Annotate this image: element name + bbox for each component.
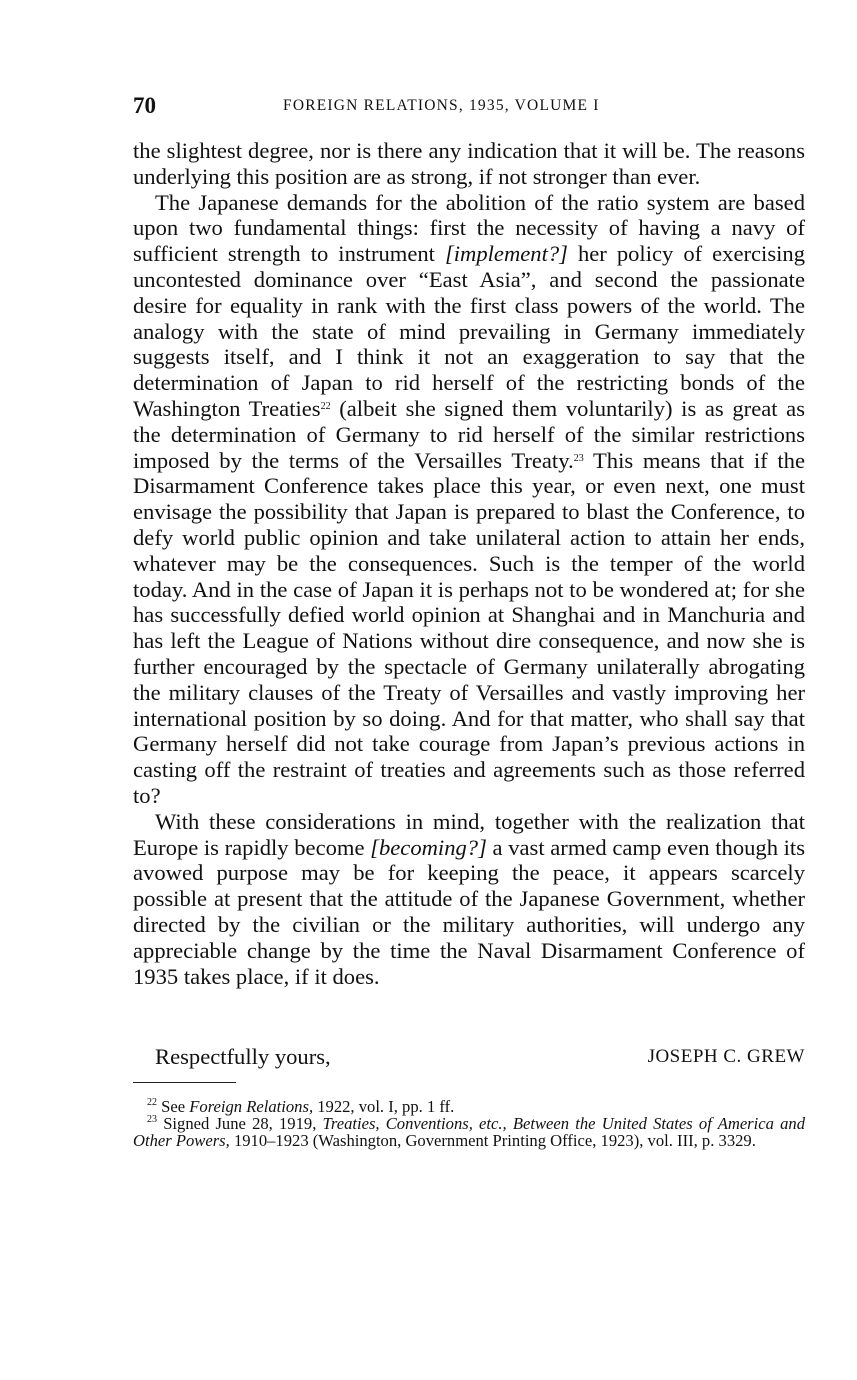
letter-closing — [133, 1044, 805, 1070]
page-number: 70 — [133, 93, 156, 118]
footnote-ref-22: 22 — [320, 400, 331, 412]
footnote-23-text-a: Signed June 28, 1919, — [157, 1114, 323, 1133]
running-head — [133, 93, 805, 119]
footnote-22-text-a: See — [157, 1097, 190, 1116]
footnotes — [133, 1098, 805, 1149]
paragraph-2-text-c: (albeit she signed them voluntarily) is as great as the determination of Germany to rid herself of the similar restrictions imposed by the terms of the Versailles Treaty. — [133, 395, 805, 473]
paragraph-3-text-b: a vast armed camp even though its avowed purpose may be for keeping the peace, it appears scarcely possible at present that the attitude of the Japanese Government, whether directed by the civilian or the military authorities, will undergo any appreciable change by the time the Naval Disarmament Conference of 1935 takes place, if it does. — [133, 834, 806, 989]
editorial-insertion-implement: [implement?] — [444, 241, 568, 267]
paragraph-1 — [133, 138, 805, 190]
editorial-insertion-becoming: [becoming?] — [370, 834, 487, 860]
paragraph-3-text-a: With these considerations in mind, together with the realization that Europe is rapidly become — [133, 808, 805, 860]
running-title: FOREIGN RELATIONS, 1935, VOLUME I — [283, 97, 600, 114]
paragraph-2-text-a: The Japanese demands for the abolition of the ratio system are based upon two fundamental things: first the necessity of having a navy of sufficient strength to instrument — [133, 189, 805, 267]
footnote-ref-23: 23 — [573, 452, 584, 464]
footnote-divider — [133, 1082, 236, 1083]
paragraph-3 — [133, 809, 805, 990]
paragraph-2 — [133, 190, 805, 809]
salutation: Respectfully yours, — [155, 1044, 331, 1069]
footnote-23-number: 23 — [147, 1114, 157, 1125]
paragraph-1-text: the slightest degree, nor is there any indication that it will be. The reasons underlying this position are as strong, if not stronger than ever. — [133, 138, 805, 189]
footnote-22-title: Foreign Relations, — [189, 1097, 314, 1116]
signature: JOSEPH C. GREW — [647, 1046, 805, 1067]
footnote-23-text-b: 1910–1923 (Washington, Government Printing Office, 1923), vol. III, p. 3329. — [229, 1131, 756, 1150]
footnote-22-text-b: 1922, vol. I, pp. 1 ff. — [313, 1097, 455, 1116]
footnote-22 — [133, 1098, 805, 1115]
footnote-23 — [133, 1115, 805, 1149]
footnote-23-title: Treaties, Conventions, etc., Between the United States of America and Other Powers, — [133, 1114, 805, 1150]
footnote-22-number: 22 — [147, 1097, 157, 1108]
paragraph-2-text-d: This means that if the Disarmament Conference takes place this year, or even next, one must envisage the possibility that Japan is prepared to blast the Conference, to defy world public opinion and take unilateral action to attain her ends, whatever may be the consequences. Such is the temper of the world today. And in the case of Japan it is perhaps not to be wondered at; for she has successfully defied world opinion at Shanghai and in Manchuria and has left the League of Nations without dire consequence, and now she is further encouraged by the spectacle of Germany unilaterally abrogating the military clauses of the Treaty of Versailles and vastly improving her international position by so doing. And for that matter, who shall say that Germany herself did not take courage from Japan’s previous actions in casting off the restraint of treaties and agreements such as those referred to? — [133, 447, 806, 808]
body-text — [133, 138, 805, 989]
paragraph-2-text-b: her policy of exercising uncontested dominance over “East Asia”, and second the passionate desire for equality in rank with the first class powers of the world. The analogy with the state of mind prevailing in Germany immediately suggests itself, and I think it not an exaggeration to say that the determination of Japan to rid herself of the restricting bonds of the Washington Treaties — [133, 241, 805, 421]
